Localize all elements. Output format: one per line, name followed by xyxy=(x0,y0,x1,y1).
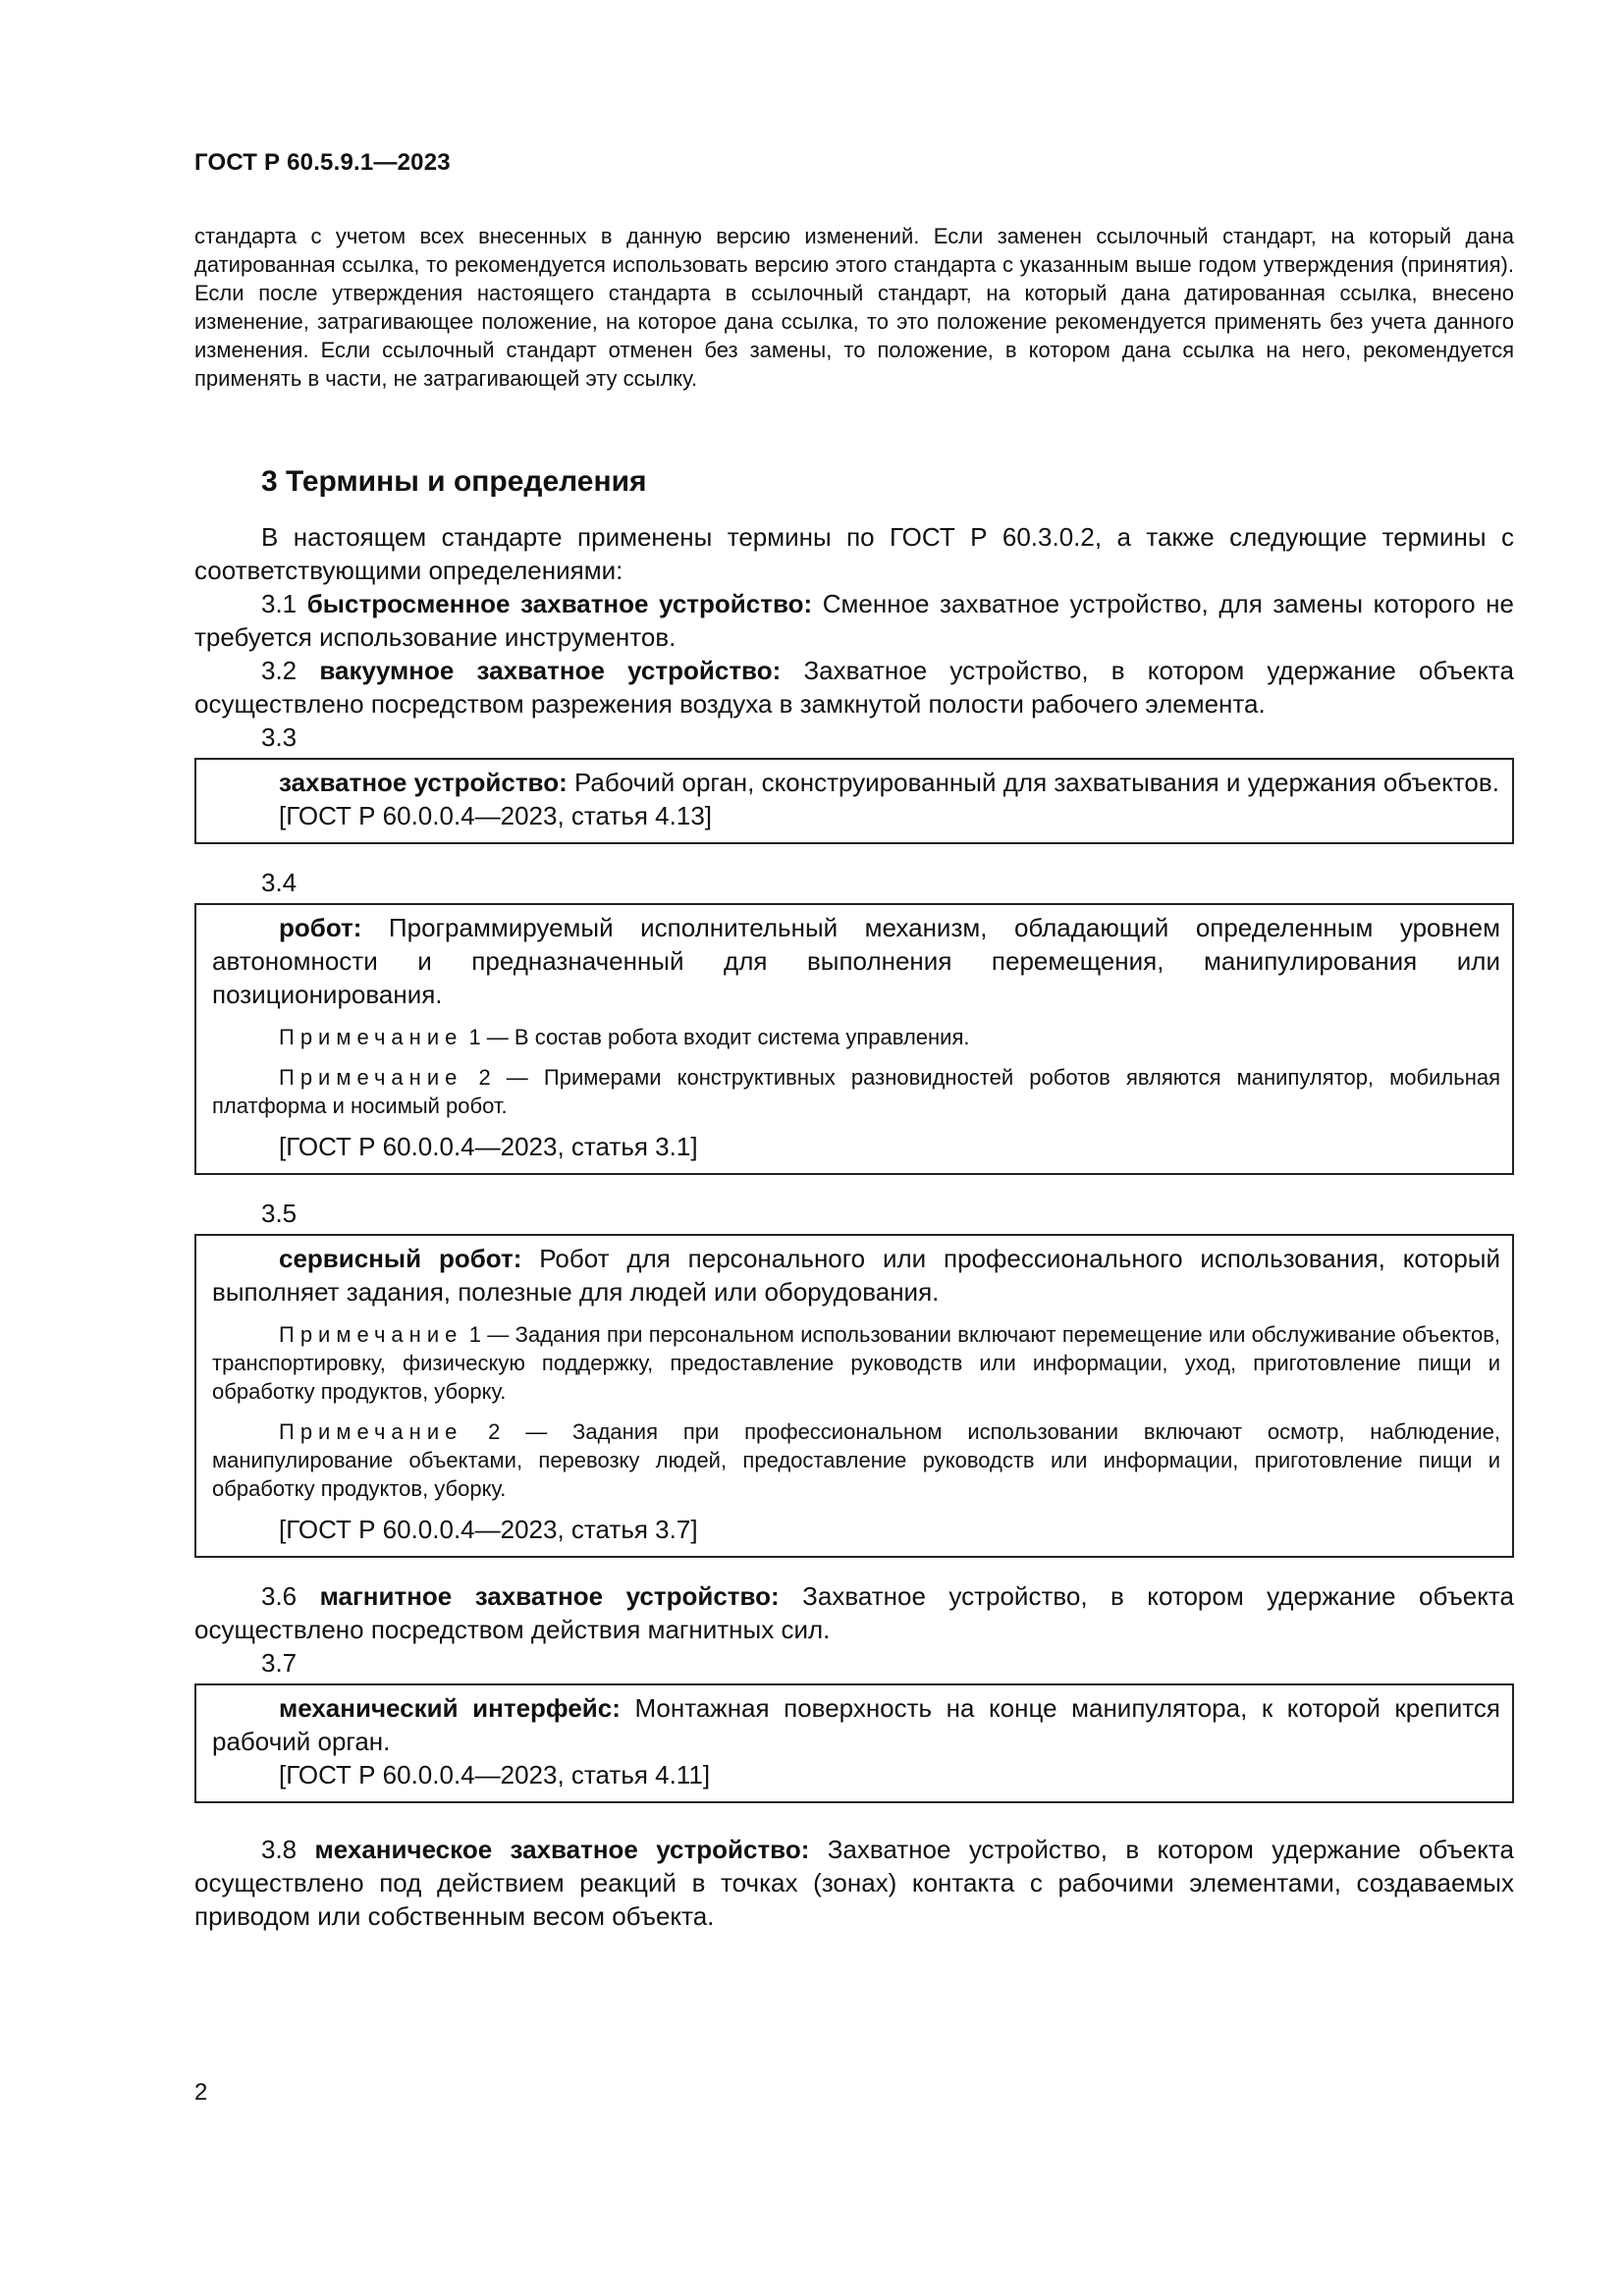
term-definition: Захватное устройство, в котором удержание объекта осуществлено посредством действия магнитных сил. xyxy=(194,1581,1514,1644)
term-name: механическое захватное устройство: xyxy=(314,1835,810,1864)
note-label: Примечание xyxy=(279,1322,463,1347)
term-number: 3.1 xyxy=(261,589,298,618)
term-definition: Рабочий орган, сконструированный для захватывания и удержания объектов. xyxy=(567,768,1499,797)
term-name: магнитное захватное устройство: xyxy=(319,1581,780,1611)
note-label: Примечание xyxy=(279,1025,463,1049)
term-name: механический интерфейс: xyxy=(279,1693,621,1723)
note-label: Примечание xyxy=(279,1065,463,1090)
term-box-3-5 xyxy=(194,1234,1514,1558)
intro-text: стандарта с учетом всех внесенных в данную версию изменений. Если заменен ссылочный стандарт, на который дана датированная ссылка, то рекомендуется использовать версию этого стандарта с указанным выше годом утверждения (принятия). Если после утверждения настоящего стандарта в ссылочный стандарт, на который дана датированная ссылка, внесено изменение, затрагивающее положение, на которое дана ссылка, то это положение рекомендуется применять без учета данного изменения. Если ссылочный стандарт отменен без замены, то положение, в котором дана ссылка на него, рекомендуется применять в части, не затрагивающей эту ссылку. xyxy=(194,224,1514,391)
note-label: Примечание xyxy=(279,1419,463,1444)
document-id-header: ГОСТ Р 60.5.9.1—2023 xyxy=(194,149,451,176)
note-text: 2 — Примерами конструктивных разновидностей роботов являются манипулятор, мобильная платформа и носимый робот. xyxy=(212,1065,1500,1118)
term-number: 3.2 xyxy=(261,656,298,685)
term-3-4 xyxy=(212,911,1500,1011)
term-3-7 xyxy=(212,1691,1500,1758)
section-title: 3 Термины и определения xyxy=(261,465,647,498)
term-name: вакуумное захватное устройство: xyxy=(319,656,782,685)
term-3-2 xyxy=(194,654,1514,721)
term-number-3-7: 3.7 xyxy=(261,1648,298,1678)
term-note-2 xyxy=(212,1417,1500,1503)
note-text: 1 — В состав робота входит система управления. xyxy=(462,1025,970,1049)
page-number: 2 xyxy=(194,2079,208,2106)
term-definition: Захватное устройство, в котором удержание объекта осуществлено посредством разрежения воздуха в замкнутой полости рабочего элемента. xyxy=(194,656,1514,719)
term-definition: Робот для персонального или профессионального использования, который выполняет задания, полезные для людей или оборудования. xyxy=(212,1244,1500,1307)
term-box-3-7 xyxy=(194,1683,1514,1803)
term-definition: Монтажная поверхность на конце манипулятора, к которой крепится рабочий орган. xyxy=(212,1693,1501,1756)
term-number: 3.6 xyxy=(261,1581,298,1611)
term-source: [ГОСТ Р 60.0.0.4—2023, статья 3.1] xyxy=(279,1132,698,1161)
term-3-3 xyxy=(212,766,1500,799)
term-name: робот: xyxy=(279,913,362,942)
term-name: быстросменное захватное устройство: xyxy=(306,589,813,618)
term-note-1 xyxy=(212,1023,1500,1051)
term-source: [ГОСТ Р 60.0.0.4—2023, статья 3.7] xyxy=(279,1515,698,1544)
note-text: 2 — Задания при профессиональном использовании включают осмотр, наблюдение, манипулирование объектами, перевозку людей, предоставление руководств или информации, приготовление пищи и обработку продуктов, уборку. xyxy=(212,1419,1500,1501)
term-number-3-3: 3.3 xyxy=(261,722,298,752)
term-source: [ГОСТ Р 60.0.0.4—2023, статья 4.13] xyxy=(279,801,712,830)
term-name: захватное устройство: xyxy=(279,768,568,797)
section-lead: В настоящем стандарте применены термины по ГОСТ Р 60.3.0.2, а также следующие термины с соответствующими определениями: xyxy=(194,522,1514,585)
term-number-3-5: 3.5 xyxy=(261,1199,298,1228)
term-3-5 xyxy=(212,1242,1500,1308)
term-definition: Захватное устройство, в котором удержание объекта осуществлено под действием реакций в точках (зонах) контакта с рабочими элементами, создаваемых приводом или собственным весом объекта. xyxy=(194,1835,1514,1931)
term-box-3-4 xyxy=(194,903,1514,1175)
term-number-3-4: 3.4 xyxy=(261,868,298,897)
intro-paragraph xyxy=(194,222,1514,393)
term-note-1 xyxy=(212,1320,1500,1406)
note-text: 1 — Задания при персональном использовании включают перемещение или обслуживание объектов, транспортировку, физическую поддержку, предоставление руководств или информации, уход, приготовление пищи и обработку продуктов, уборку. xyxy=(212,1322,1500,1404)
term-definition: Сменное захватное устройство, для замены которого не требуется использование инструментов. xyxy=(194,589,1514,652)
term-3-1 xyxy=(194,587,1514,654)
term-number: 3.8 xyxy=(261,1835,298,1864)
terms-body xyxy=(194,520,1514,1933)
term-3-8 xyxy=(194,1833,1514,1933)
term-note-2 xyxy=(212,1063,1500,1120)
term-definition: Программируемый исполнительный механизм, обладающий определенным уровнем автономности и предназначенный для выполнения перемещения, манипулирования или позиционирования. xyxy=(212,913,1500,1009)
term-3-6 xyxy=(194,1579,1514,1646)
term-source: [ГОСТ Р 60.0.0.4—2023, статья 4.11] xyxy=(279,1760,711,1789)
term-box-3-3 xyxy=(194,758,1514,844)
term-name: сервисный робот: xyxy=(279,1244,522,1273)
